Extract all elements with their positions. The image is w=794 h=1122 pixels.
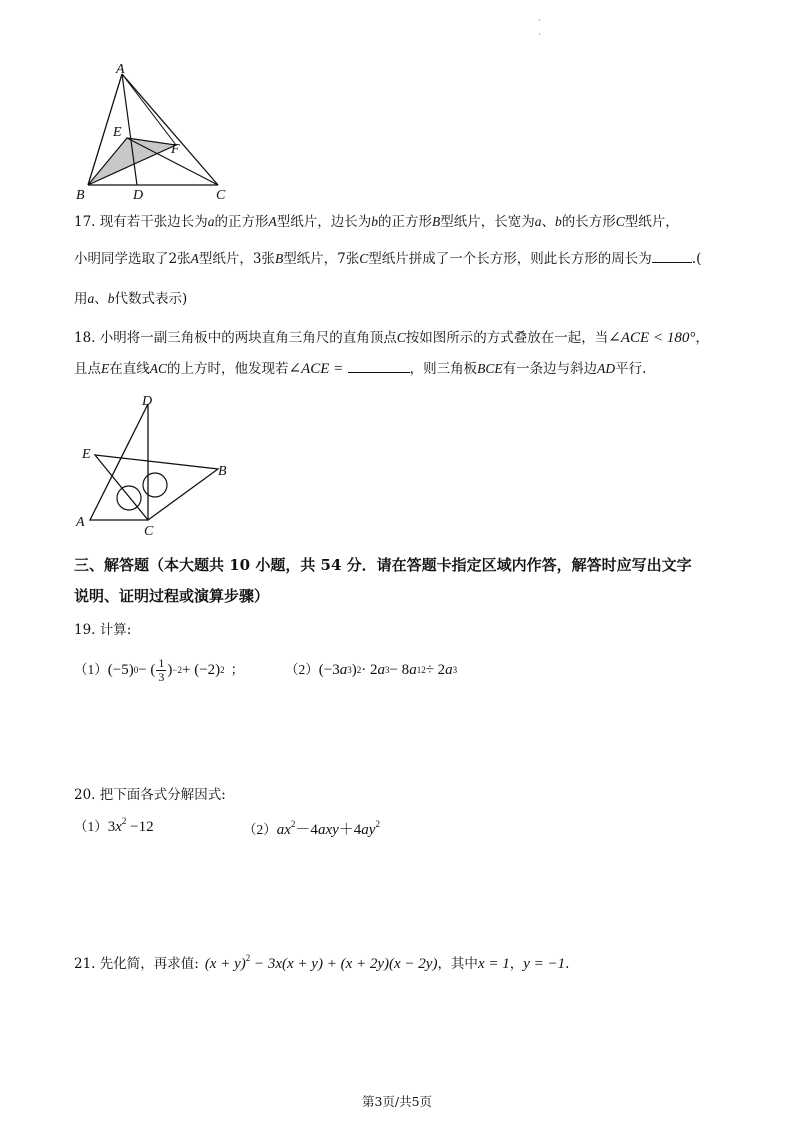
q17-text: 的长方形 [561,214,616,230]
q20-part-1-label: （1） [74,819,108,834]
label-c: C [216,188,226,203]
var-a: a [445,661,453,678]
angle-condition: ∠ACE < 180° [608,330,696,346]
var-a: a [339,661,348,678]
expr: −12 [126,819,154,835]
q17-line-1 [74,213,679,231]
q20-title: 20. 把下面各式分解因式: [74,787,226,803]
label-c: C [144,524,154,539]
var-a: a [409,661,417,678]
q17-line-2 [74,250,701,268]
var-b-type: B [274,251,284,266]
expr: axy [317,822,339,838]
var-a: a [534,214,542,229]
q21-line [74,955,569,973]
expr: − 8 [389,661,410,678]
expr: + (−2) [182,661,221,678]
q17-text: 型纸片，边长为 [276,214,372,230]
q17-number: 17. [74,214,96,230]
q17-text: 型纸片，7张 [283,251,360,267]
var-a: a [207,214,215,229]
corner-mark-top: · [538,16,541,26]
q17-text: 的正方形 [214,214,269,230]
var-a-type: A [190,251,199,266]
q19-part-2-label: （2） [285,662,319,677]
exponent: 2 [290,819,296,829]
q17-line-3 [74,290,187,308]
q17-text: 小明同学选取了2张 [74,251,191,267]
label-a: A [76,515,85,530]
expr: (−3 [318,661,340,678]
var-b: b [107,291,115,306]
condition-x: x = 1 [477,956,510,972]
var-x: x [115,819,122,835]
q17-text: 、 [94,291,108,307]
q18-text: 且点 [74,361,101,377]
q18-text: 平行. [615,361,647,377]
fraction-one-third [156,657,166,684]
corner-mark-bottom: · [538,30,541,40]
label-b: B [218,464,227,479]
var-bce: BCE [477,361,503,376]
q18-text: ，则三角板 [409,361,478,377]
expr: ay [361,822,376,838]
var-c-type: C [615,214,625,229]
exponent: 2 [375,819,380,829]
expr: (x + y) [204,956,246,972]
expr: ) [351,661,357,678]
condition-y: y = −1 [523,956,566,972]
section-3-heading-line-1: 三、解答题（本大题共 10 小题，共 54 分．请在答题卡指定区域内作答，解答时应写出文字 [74,556,692,574]
var-b-type: B [432,214,441,229]
q18-line-2 [74,360,646,378]
label-b: B [76,188,85,203]
q18-number: 18. [74,330,96,346]
expr: − 3x(x + y) + (x + 2y)(x − 2y) [250,956,438,972]
expr: 3 [107,819,116,835]
var-a: a [377,661,385,678]
hole-circle-left [117,486,141,510]
q18-text: 在直线 [109,361,150,377]
exponent: 2 [245,953,251,963]
angle-question: ∠ACE = [288,361,344,377]
expr: ＋4 [338,822,362,838]
q17-text: 代数式表示) [114,291,188,307]
q18-line-1 [74,329,709,347]
q18-text: 按如图所示的方式叠放在一起，当 [405,330,609,346]
numerator: 1 [158,655,165,670]
q21-text: . [565,956,570,972]
expr: · 2 [361,661,378,678]
q19-part-1-label: （1） [74,662,108,677]
q19-part-1: （1） (−5) 0 − ( $\frac{1}{3}$ ) −2 + (−2) 2 ； [74,655,245,684]
var-b: b [555,214,562,229]
denominator: 3 [158,669,165,684]
set-square-acd [90,404,148,520]
q20-part-2-label: （2） [243,822,277,837]
q18-text: 的上方时，他发现若 [167,361,289,377]
var-a: a [87,291,95,306]
q17-text: 型纸片，长宽为 [440,214,535,230]
var-e: E [101,361,110,376]
figure-triangle-abc [70,60,240,205]
figure-set-squares [70,392,245,542]
label-d: D [142,394,153,409]
section-3-heading-line-2: 说明、证明过程或演算步骤） [74,587,270,605]
expr: －4 [295,822,318,838]
q19-title: 19. 计算: [74,622,132,638]
separator: ； [230,662,245,677]
q17-text: 现有若干张边长为 [99,214,208,230]
var-a-type: A [268,214,277,229]
q17-text: 用 [74,291,88,307]
q21-title: 21. 先化简，再求值: [74,956,199,972]
expr: − ( [138,661,156,678]
q18-text: 有一条边与斜边 [502,361,598,377]
q17-text: 型纸片， [624,214,679,230]
q18-answer-blank[interactable] [348,372,410,373]
q21-text: ，其中 [437,956,478,972]
hole-circle-right [143,473,167,497]
label-a: A [116,62,125,77]
q17-text: 型纸片，3张 [198,251,275,267]
expr: ÷ 2 [425,661,446,678]
set-square-bce [95,455,218,520]
label-f: F [171,142,180,157]
expr: ax [276,822,291,838]
q17-text: .( [691,251,702,267]
side-ac [122,74,218,185]
q20-part-1 [74,818,154,836]
q21-text: ， [509,956,524,972]
q17-text: 的正方形 [378,214,433,230]
q17-text: 、 [541,214,556,230]
var-b: b [371,214,379,229]
q17-text: 型纸片拼成了一个长方形，则此长方形的周长为 [368,251,652,267]
var-c-type: C [359,251,369,266]
label-d: D [133,188,144,203]
var-ac: AC [149,361,168,376]
label-e: E [82,447,91,462]
var-ad: AD [597,361,616,376]
q19-part-2: （2） (−3 a 3 ) 2 · 2 a 3 − 8 a 12 ÷ 2 a 3 [285,661,458,678]
exponent: 2 [121,816,127,826]
page-footer: 第3页/共5页 [361,1094,433,1109]
label-e: E [113,125,122,140]
expr: (−5) [107,661,134,678]
var-c: C [396,330,406,345]
q18-text: ， [695,330,709,346]
q20-part-2 [243,818,380,839]
q17-answer-blank[interactable] [652,262,692,263]
expr: ) [167,661,173,678]
q18-text: 小明将一副三角板中的两块直角三角尺的直角顶点 [99,330,397,346]
